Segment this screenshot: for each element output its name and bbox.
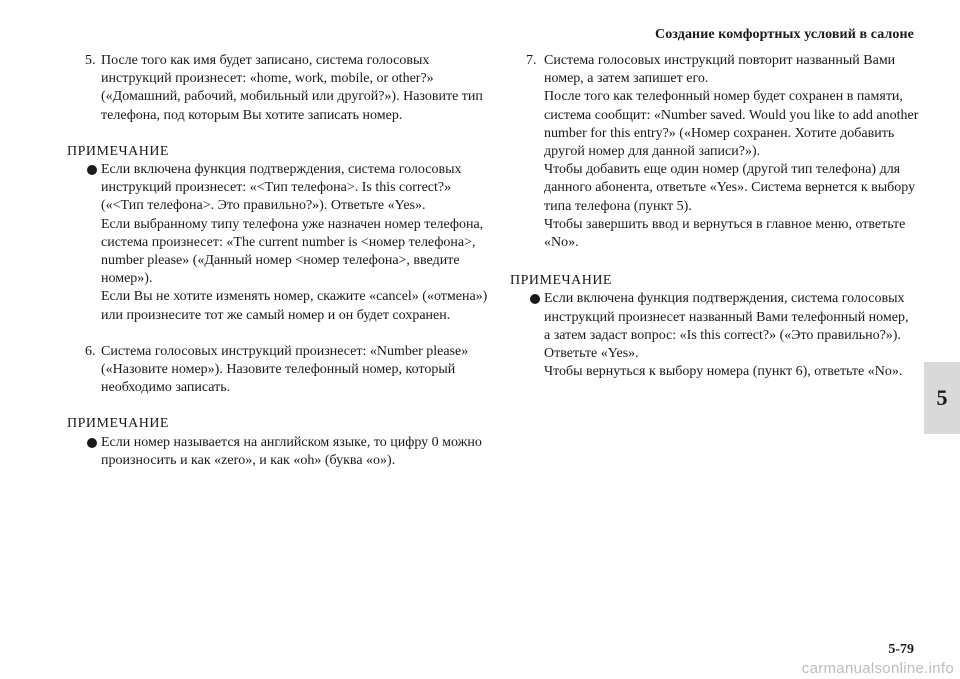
text-line: Если Вы не хотите изменять номер, скажите «cancel» («отмена»): [101, 289, 488, 305]
note-title: ПРИМЕЧАНИЕ: [67, 416, 169, 432]
text-line: Система голосовых инструкций повторит названный Вами: [544, 53, 896, 68]
bullet-dot-icon: [87, 438, 97, 448]
step-5: [67, 52, 487, 125]
text-line: телефона, под которым Вы хотите записать номер.: [101, 107, 403, 123]
text-line: инструкций произнесет: «home, work, mobile, or other?»: [101, 71, 434, 87]
step-6: [67, 343, 487, 398]
text-line: Чтобы завершить ввод и вернуться в главное меню, ответьте: [544, 216, 906, 232]
text-line: произносить и как «zero», и как «oh» (буква «o»).: [101, 452, 396, 468]
text-line: Система голосовых инструкций произнесет: «Number please»: [101, 343, 469, 359]
text-line: number for this entry?» («Номер сохранен. Хотите добавить: [544, 125, 895, 141]
text-line: данного абонента, ответьте «Yes». Система вернется к выбору: [544, 180, 916, 196]
text-line: Если номер называется на английском языке, то цифру 0 можно: [101, 434, 482, 450]
text-line: а затем задаст вопрос: «Is this correct?» («Это правильно?»).: [544, 327, 901, 343]
text-line: инструкций произнесет названный Вами телефонный номер,: [544, 309, 909, 325]
note-bullet: [510, 290, 910, 381]
text-line: инструкций произнесет: «<Тип телефона>. Is this correct?»: [101, 180, 452, 196]
text-line: система сообщит: «Number saved. Would you like to add another: [544, 107, 919, 123]
right-column: [510, 52, 919, 381]
note-title: ПРИМЕЧАНИЕ: [67, 143, 169, 159]
text-line: номер, а затем запишет его.: [544, 71, 709, 87]
text-line: типа телефона (пункт 5).: [544, 198, 692, 214]
chapter-number: 5: [936, 385, 948, 410]
note-bullet: [67, 161, 487, 325]
chapter-tab: [924, 362, 960, 434]
text-line: номер»).: [101, 271, 153, 287]
text-line: или произнесите тот же самый номер и он будет сохранен.: [101, 307, 451, 323]
step-number: 6.: [85, 343, 96, 359]
text-line: Если включена функция подтверждения, система голосовых: [544, 291, 905, 307]
text-line: Чтобы добавить еще один номер (другой тип телефона) для: [544, 162, 901, 178]
text-line: («<Тип телефона>. Это правильно?»). Ответьте «Yes».: [101, 198, 426, 214]
step-number: 5.: [85, 53, 96, 68]
page-number: 5-79: [888, 642, 914, 657]
note-title: ПРИМЕЧАНИЕ: [510, 273, 612, 289]
text-line: Ответьте «Yes».: [544, 346, 639, 362]
step-number: 7.: [526, 53, 537, 68]
text-line: Чтобы вернуться к выбору номера (пункт 6), ответьте «No».: [544, 364, 903, 380]
text-line: другой номер для данной записи?»).: [544, 144, 761, 160]
text-line: («Домашний, рабочий, мобильный или другой?»). Назовите тип: [101, 89, 483, 105]
text-line: система произнесет: «The current number is <номер телефона>,: [101, 234, 476, 250]
text-line: После того как имя будет записано, система голосовых: [101, 53, 430, 68]
text-line: «No».: [544, 235, 579, 251]
text-line: Если включена функция подтверждения, система голосовых: [101, 162, 462, 178]
running-header: Создание комфортных условий в салоне: [654, 27, 914, 42]
step-7: [510, 52, 919, 252]
text-line: Если выбранному типу телефона уже назначен номер телефона,: [101, 216, 484, 232]
watermark: carmanualsonline.info: [801, 660, 954, 677]
note-bullet: [67, 434, 487, 470]
left-column: [67, 52, 487, 470]
text-line: number please» («Данный номер <номер телефона>, введите: [101, 253, 460, 269]
text-line: необходимо записать.: [101, 380, 231, 396]
bullet-dot-icon: [87, 165, 97, 175]
text-line: («Назовите номер»). Назовите телефонный номер, который: [101, 362, 456, 378]
text-line: После того как телефонный номер будет сохранен в памяти,: [544, 89, 903, 105]
